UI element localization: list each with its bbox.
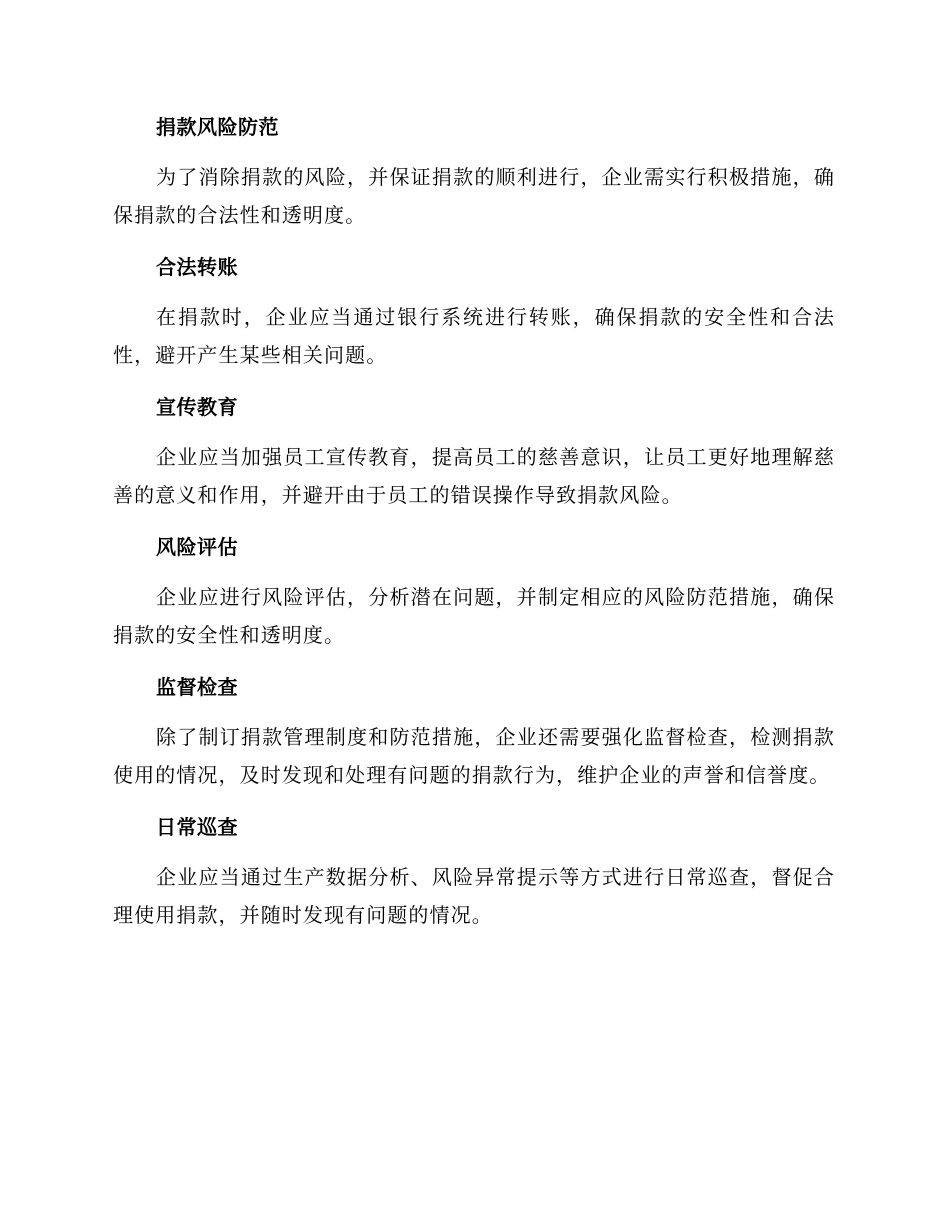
section-paragraph: 企业应当通过生产数据分析、风险异常提示等方式进行日常巡查，督促合理使用捐款，并随时发现有问题的情况。 xyxy=(113,865,835,927)
section-legal-transfer xyxy=(113,248,835,374)
section-heading: 日常巡查 xyxy=(156,815,238,839)
section-publicity-education xyxy=(113,388,835,514)
section-paragraph: 企业应进行风险评估，分析潜在问题，并制定相应的风险防范措施，确保捐款的安全性和透明度。 xyxy=(113,585,835,647)
section-daily-patrol xyxy=(113,808,835,934)
document-content xyxy=(113,108,835,948)
section-paragraph: 企业应当加强员工宣传教育，提高员工的慈善意识，让员工更好地理解慈善的意义和作用，并避开由于员工的错误操作导致捐款风险。 xyxy=(113,445,835,507)
section-paragraph: 除了制订捐款管理制度和防范措施，企业还需要强化监督检查，检测捐款使用的情况，及时发现和处理有问题的捐款行为，维护企业的声誉和信誉度。 xyxy=(113,725,835,787)
section-risk-assessment xyxy=(113,528,835,654)
section-heading: 监督检查 xyxy=(156,675,238,699)
section-donation-risk-prevention xyxy=(113,108,835,234)
section-paragraph: 为了消除捐款的风险，并保证捐款的顺利进行，企业需实行积极措施，确保捐款的合法性和透明度。 xyxy=(113,165,835,227)
section-heading: 风险评估 xyxy=(156,535,238,559)
section-supervision-inspection xyxy=(113,668,835,794)
section-paragraph: 在捐款时，企业应当通过银行系统进行转账，确保捐款的安全性和合法性，避开产生某些相关问题。 xyxy=(113,305,835,367)
section-heading: 宣传教育 xyxy=(156,395,238,419)
section-heading: 合法转账 xyxy=(156,255,238,279)
section-heading: 捐款风险防范 xyxy=(156,115,279,139)
